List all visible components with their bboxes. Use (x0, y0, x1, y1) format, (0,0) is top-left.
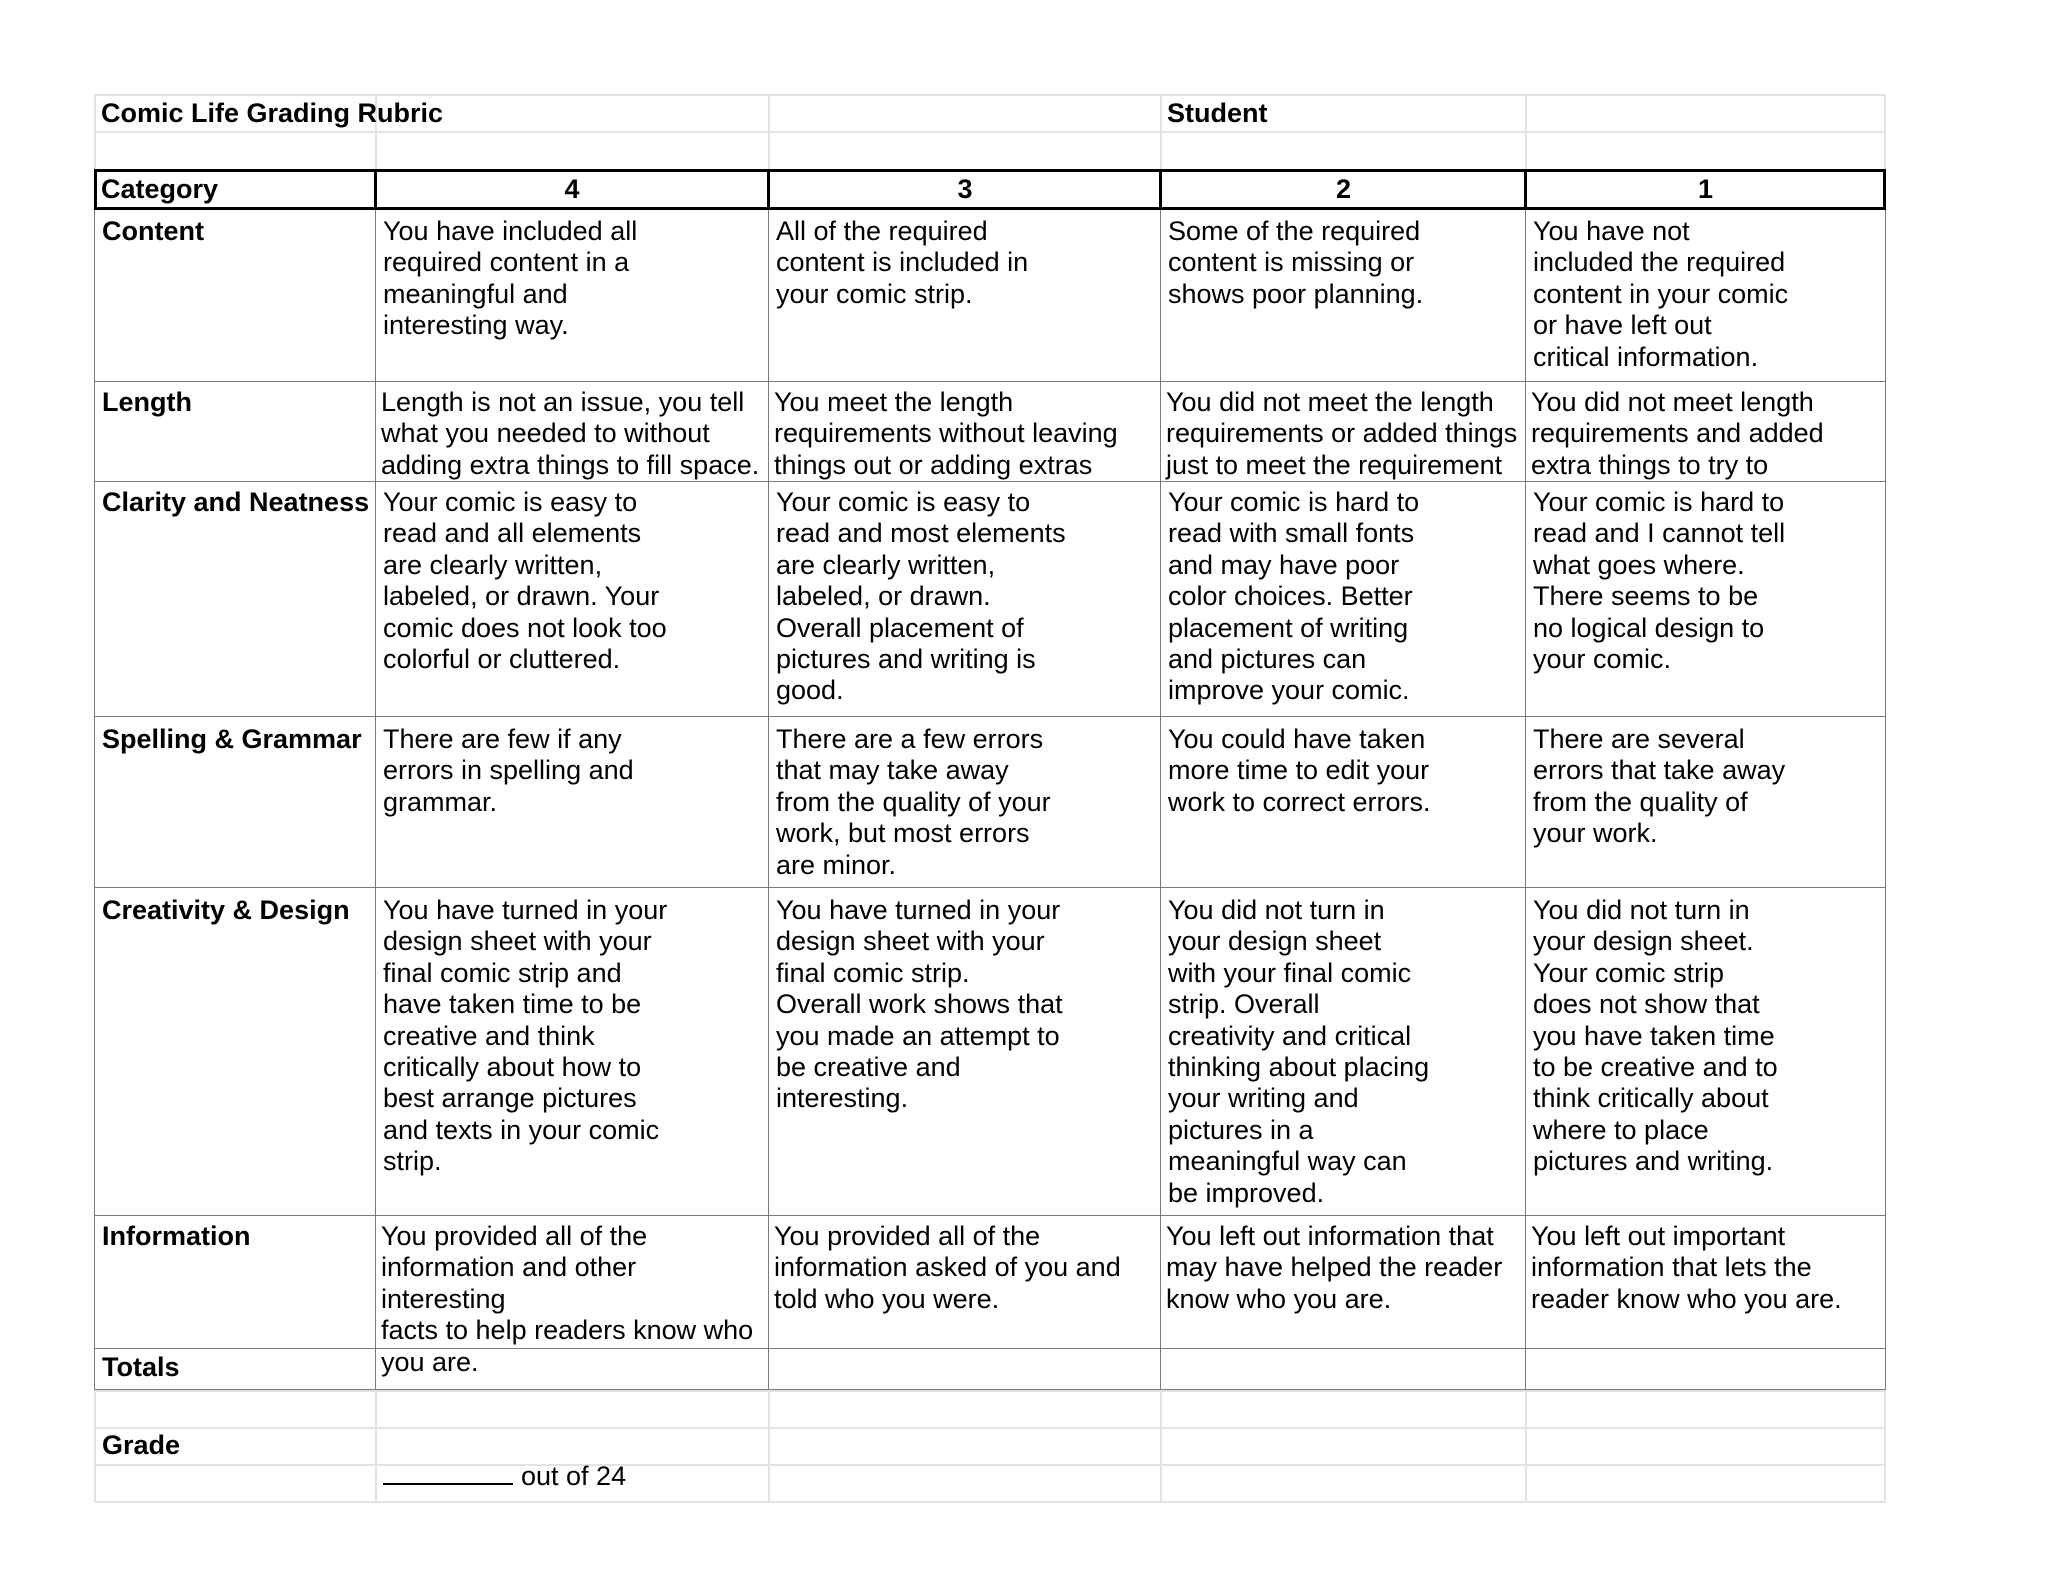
creativity-score-2: You did not turn in your design sheet with your final comic strip. Overall creativity and critical thinking about placing your writing and pictures in a meaningful way can be improved. (1168, 895, 1430, 1208)
content-score-1: You have not included the required content in your comic or have left out critical information. (1533, 216, 1789, 372)
header-score-2: 2 (1335, 174, 1352, 204)
grade-field[interactable] (376, 1427, 768, 1492)
header-category: Category (101, 174, 219, 204)
information-score-2: You left out information that may have helped the reader know who you are. (1166, 1221, 1503, 1314)
length-score-4: Length is not an issue, you tell what you needed to without adding extra things to fill space. (381, 387, 760, 480)
totals-score-2[interactable] (1161, 1349, 1525, 1390)
length-score-1: You did not meet length requirements and added extra things to try to (1531, 387, 1824, 480)
creativity-score-1: You did not turn in your design sheet. Your comic strip does not show that you have taken time to be creative and to think critically about where to place pictures and writing. (1533, 895, 1778, 1177)
grid-col-3-top (768, 94, 770, 170)
grade-out-of: out of 24 (521, 1461, 627, 1492)
content-score-3: All of the required content is included in your comic strip. (776, 216, 1029, 309)
creativity-score-3: You have turned in your design sheet with your final comic strip. Overall work shows that you made an attempt to be creative and interesting. (776, 895, 1063, 1114)
grid-col-5-top (1525, 94, 1527, 170)
clarity-score-2: Your comic is hard to read with small fonts and may have poor color choices. Better placement of writing and pictures can improve your comic. (1168, 487, 1420, 706)
grid-col-6-bottom (1884, 1390, 1886, 1502)
information-score-3: You provided all of the information asked of you and told who you were. (774, 1221, 1121, 1314)
grid-row-grade-bottom (94, 1464, 1886, 1466)
category-length: Length (102, 387, 192, 417)
totals-label: Totals (102, 1352, 180, 1382)
grid-row-spacer (94, 1390, 1886, 1392)
student-label: Student (1167, 98, 1268, 128)
grid-col-5-bottom (1525, 1390, 1527, 1502)
totals-score-4[interactable] (376, 1349, 768, 1390)
category-spelling: Spelling & Grammar (102, 724, 362, 754)
spelling-score-4: There are few if any errors in spelling and grammar. (383, 724, 634, 817)
grid-bottom (94, 1501, 1886, 1503)
spelling-score-3: There are a few errors that may take away from the quality of your work, but most errors are minor. (776, 724, 1051, 880)
length-score-3: You meet the length requirements without leaving things out or adding extras (774, 387, 1118, 480)
clarity-score-1: Your comic is hard to read and I cannot tell what goes where. There seems to be no logical design to your comic. (1533, 487, 1786, 675)
creativity-score-4: You have turned in your design sheet with your final comic strip and have taken time to be creative and think critically about how to best arrange pictures and texts in your comic strip. (383, 895, 668, 1177)
category-creativity: Creativity & Design (102, 895, 350, 925)
grade-blank-line[interactable] (383, 1461, 513, 1485)
length-score-2: You did not meet the length requirements or added things just to meet the requirement (1166, 387, 1518, 480)
totals-score-3[interactable] (769, 1349, 1160, 1390)
spelling-score-2: You could have taken more time to edit your work to correct errors. (1168, 724, 1431, 817)
clarity-score-3: Your comic is easy to read and most elements are clearly written, labeled, or drawn. Overall placement of pictures and writing is good. (776, 487, 1066, 706)
clarity-score-4: Your comic is easy to read and all elements are clearly written, labeled, or drawn. Your comic does not look too colorful or cluttered. (383, 487, 667, 675)
grid-col-3-bottom (768, 1390, 770, 1502)
information-score-1: You left out important information that lets the reader know who you are. (1531, 1221, 1842, 1314)
spelling-score-1: There are several errors that take away from the quality of your work. (1533, 724, 1786, 849)
header-score-1: 1 (1697, 174, 1714, 204)
header-score-4: 4 (564, 174, 580, 204)
grid-col-4-bottom (1160, 1390, 1162, 1502)
content-score-4: You have included all required content in a meaningful and interesting way. (383, 216, 638, 341)
category-clarity: Clarity and Neatness (102, 487, 370, 517)
grade-label: Grade (102, 1430, 181, 1460)
category-content: Content (102, 216, 204, 246)
header-score-3: 3 (957, 174, 973, 204)
information-score-4: You provided all of the information and other interesting facts to help readers know who you are. (381, 1221, 754, 1377)
category-information: Information (102, 1221, 251, 1251)
grid-col-6-top (1884, 94, 1886, 170)
content-score-2: Some of the required content is missing or shows poor planning. (1168, 216, 1424, 309)
rubric-title: Comic Life Grading Rubric (101, 98, 444, 128)
totals-score-1[interactable] (1526, 1349, 1884, 1390)
